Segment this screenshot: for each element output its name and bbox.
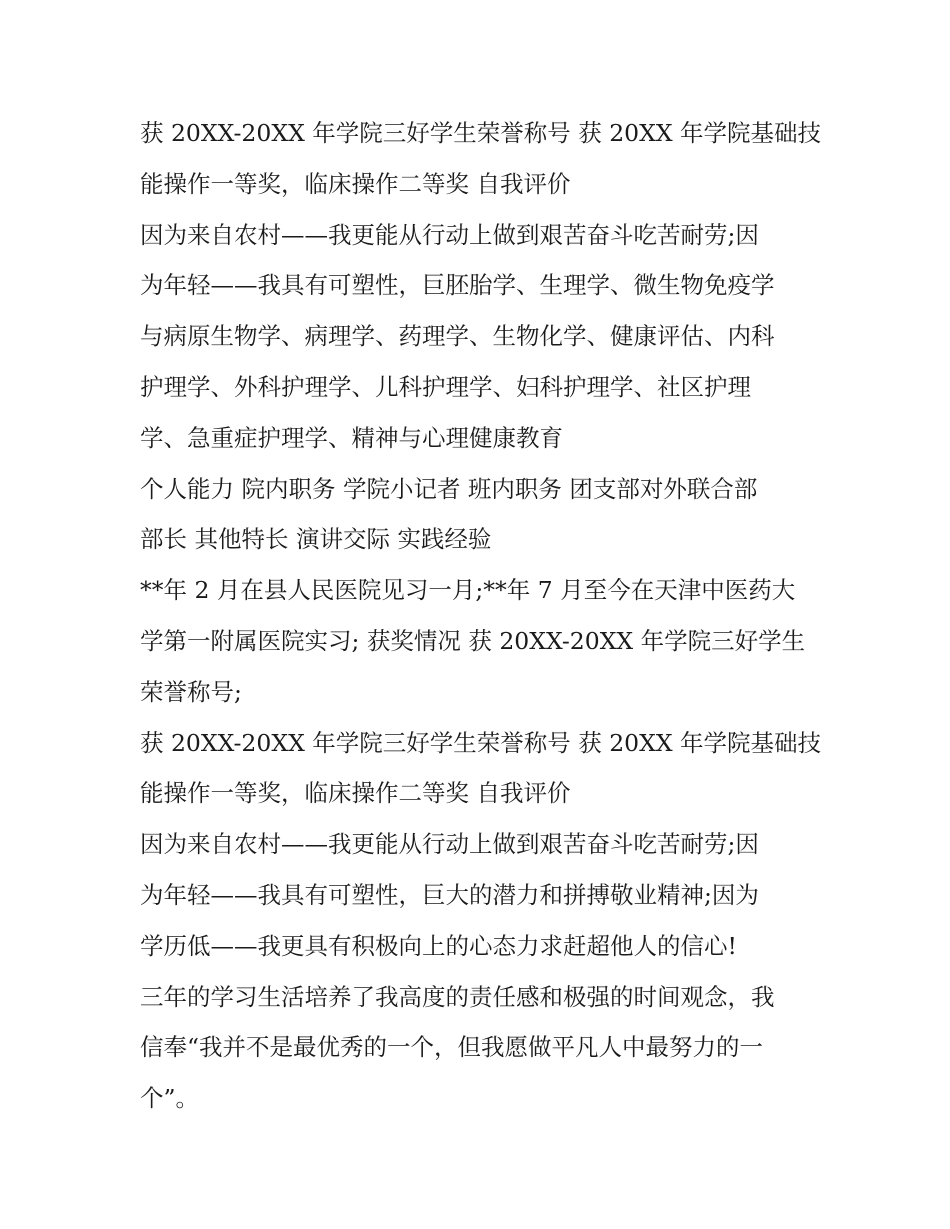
text-line: 为年轻——我具有可塑性，巨胚胎学、生理学、微生物免疫学 xyxy=(140,271,775,300)
text-line: 能操作一等奖，临床操作二等奖 自我评价 xyxy=(140,779,571,808)
text-line: **年 2 月在县人民医院见习一月;**年 7 月至今在天津中医药大 xyxy=(140,576,796,605)
text-line: 与病原生物学、病理学、药理学、生物化学、健康评估、内科 xyxy=(140,322,775,351)
text-line: 荣誉称号; xyxy=(140,677,242,706)
text-line: 能操作一等奖，临床操作二等奖 自我评价 xyxy=(140,169,571,198)
text-line: 个”。 xyxy=(140,1084,200,1113)
text-line: 学、急重症护理学、精神与心理健康教育 xyxy=(140,423,563,452)
text-line: 获 20XX-20XX 年学院三好学生荣誉称号 获 20XX 年学院基础技 xyxy=(140,119,822,147)
text-line: 部长 其他特长 演讲交际 实践经验 xyxy=(140,525,492,554)
text-line: 学第一附属医院实习; 获奖情况 获 20XX-20XX 年学院三好学生 xyxy=(140,626,806,655)
text-line: 因为来自农村——我更能从行动上做到艰苦奋斗吃苦耐劳;因 xyxy=(140,220,759,249)
document-body xyxy=(140,108,830,1124)
text-line: 个人能力 院内职务 学院小记者 班内职务 团支部对外联合部 xyxy=(140,474,758,503)
text-line: 三年的学习生活培养了我高度的责任感和极强的时间观念，我 xyxy=(140,982,775,1011)
text-line: 信奉“我并不是最优秀的一个，但我愿做平凡人中最努力的一 xyxy=(140,1033,764,1062)
text-line: 因为来自农村——我更能从行动上做到艰苦奋斗吃苦耐劳;因 xyxy=(140,830,759,859)
text-line: 护理学、外科护理学、儿科护理学、妇科护理学、社区护理 xyxy=(140,372,751,401)
text-line: 学历低——我更具有积极向上的心态力求赶超他人的信心! xyxy=(140,931,737,960)
text-line: 获 20XX-20XX 年学院三好学生荣誉称号 获 20XX 年学院基础技 xyxy=(140,728,822,757)
text-line: 为年轻——我具有可塑性，巨大的潜力和拼搏敬业精神;因为 xyxy=(140,880,759,909)
